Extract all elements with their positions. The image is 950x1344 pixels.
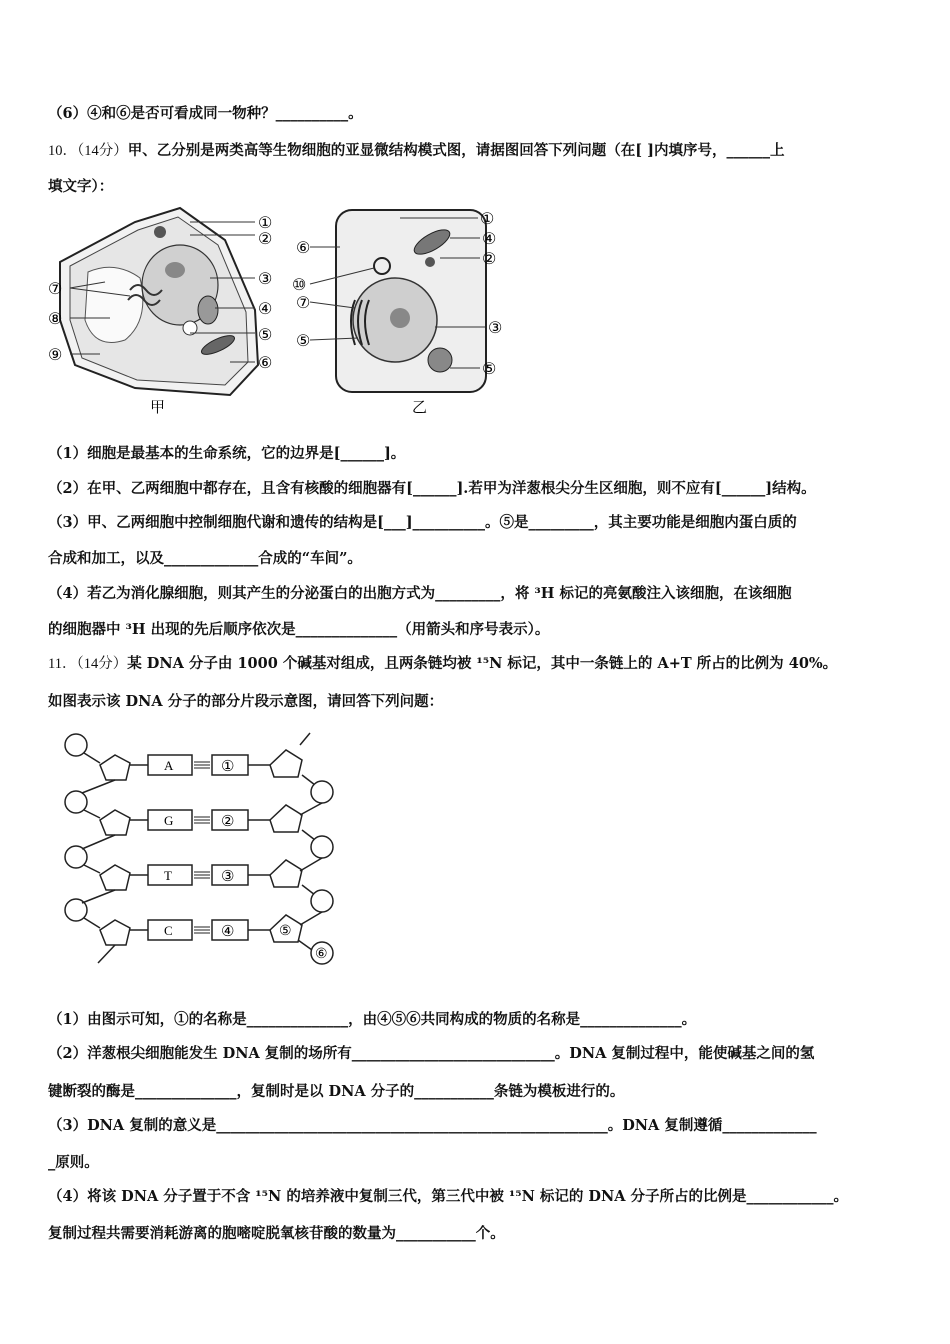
- yi-label-1: ①: [480, 211, 495, 228]
- q11-stem-text: 某 DNA 分子由 1000 个碱基对组成，且两条链均被 ¹⁵N 标记，其中一条链上的 A+T 所占的比例为 40%。: [127, 655, 838, 672]
- q11-stem: [48, 652, 837, 673]
- q10-part3a: （3）甲、乙两细胞中控制细胞代谢和遗传的结构是[___]__________。⑤是_________，其主要功能是细胞内蛋白质的: [48, 514, 797, 531]
- base-g: G: [164, 813, 174, 828]
- q10-part1: （1）细胞是最基本的生命系统，它的边界是[______]。: [48, 445, 406, 462]
- jia-label-3: ③: [258, 271, 273, 288]
- yi-label-6: ⑥: [296, 240, 311, 257]
- q11-part4a: （4）将该 DNA 分子置于不含 ¹⁵N 的培养液中复制三代，第三代中被 ¹⁵N 标记的 DNA 分子所占的比例是____________。: [48, 1188, 849, 1205]
- q11-number: 11．（14分）: [48, 656, 128, 672]
- jia-label-2: ②: [258, 231, 273, 248]
- q11-part2a: （2）洋葱根尖细胞能发生 DNA 复制的场所有____________________________。DNA 复制过程中，能使碱基之间的氢: [48, 1045, 815, 1062]
- q10-part3b: 合成和加工，以及_____________合成的“车间”。: [48, 550, 362, 567]
- yi-label-3: ③: [488, 320, 503, 337]
- q10-part4b: 的细胞器中 ³H 出现的先后顺序依次是______________（用箭头和序号表示）。: [48, 621, 550, 638]
- q11-part3a: （3）DNA 复制的意义是______________________________________________________。DNA 复制遵循_____________: [48, 1117, 817, 1134]
- jia-label-4: ④: [258, 301, 273, 318]
- base-t: T: [164, 868, 172, 883]
- q9-part6: （6）④和⑥是否可看成同一物种？__________。: [48, 105, 363, 122]
- q11-part4b: 复制过程共需要消耗游离的胞嘧啶脱氧核苷酸的数量为___________个。: [48, 1225, 505, 1242]
- q10-stem: [48, 139, 785, 160]
- jia-label-1: ①: [258, 215, 273, 232]
- yi-label-5b: ⑤: [482, 361, 497, 378]
- yi-label-7: ⑦: [296, 295, 311, 312]
- label-6: ⑥: [315, 947, 328, 962]
- animal-cell-yi: [292, 210, 502, 416]
- pair-2: ②: [221, 814, 235, 830]
- cell-figure: [40, 200, 520, 422]
- q11-stem-2: 如图表示该 DNA 分子的部分片段示意图，请回答下列问题：: [48, 693, 444, 710]
- yi-label-10: ⑩: [292, 277, 307, 294]
- pair-4: ④: [221, 924, 235, 940]
- yi-label-2: ②: [482, 251, 497, 268]
- base-a: A: [164, 758, 174, 773]
- q11-part1: （1）由图示可知，①的名称是______________，由④⑤⑥共同构成的物质的名称是______________。: [48, 1011, 697, 1028]
- q11-part3b: _原则。: [48, 1154, 99, 1171]
- pair-3: ③: [221, 869, 235, 885]
- q10-stem-2: 填文字）：: [48, 178, 114, 195]
- jia-label-9: ⑨: [48, 347, 63, 364]
- q10-number: 10．（14分）: [48, 143, 128, 159]
- jia-label-6: ⑥: [258, 355, 273, 372]
- jia-label-8: ⑧: [48, 311, 63, 328]
- jia-caption: 甲: [150, 400, 166, 416]
- yi-caption: 乙: [412, 400, 428, 416]
- jia-label-5: ⑤: [258, 327, 273, 344]
- label-5: ⑤: [279, 924, 292, 939]
- q10-part2: （2）在甲、乙两细胞中都存在，且含有核酸的细胞器有[______].若甲为洋葱根尖分生区细胞，则不应有[______]结构。: [48, 480, 816, 497]
- q10-stem-text: 甲、乙分别是两类高等生物细胞的亚显微结构模式图，请据图回答下列问题（在[ ]内填序号，______上: [127, 142, 785, 159]
- q11-part2b: 键断裂的酶是______________，复制时是以 DNA 分子的___________条链为模板进行的。: [48, 1083, 625, 1100]
- base-c: C: [164, 923, 173, 938]
- dna-figure: [60, 725, 340, 975]
- plant-cell-jia: [48, 208, 272, 416]
- q10-part4a: （4）若乙为消化腺细胞，则其产生的分泌蛋白的出胞方式为_________，将 ³H 标记的亮氨酸注入该细胞，在该细胞: [48, 585, 792, 602]
- jia-label-7: ⑦: [48, 281, 63, 298]
- pair-1: ①: [221, 759, 235, 775]
- yi-label-5a: ⑤: [296, 333, 311, 350]
- yi-label-4: ④: [482, 231, 497, 248]
